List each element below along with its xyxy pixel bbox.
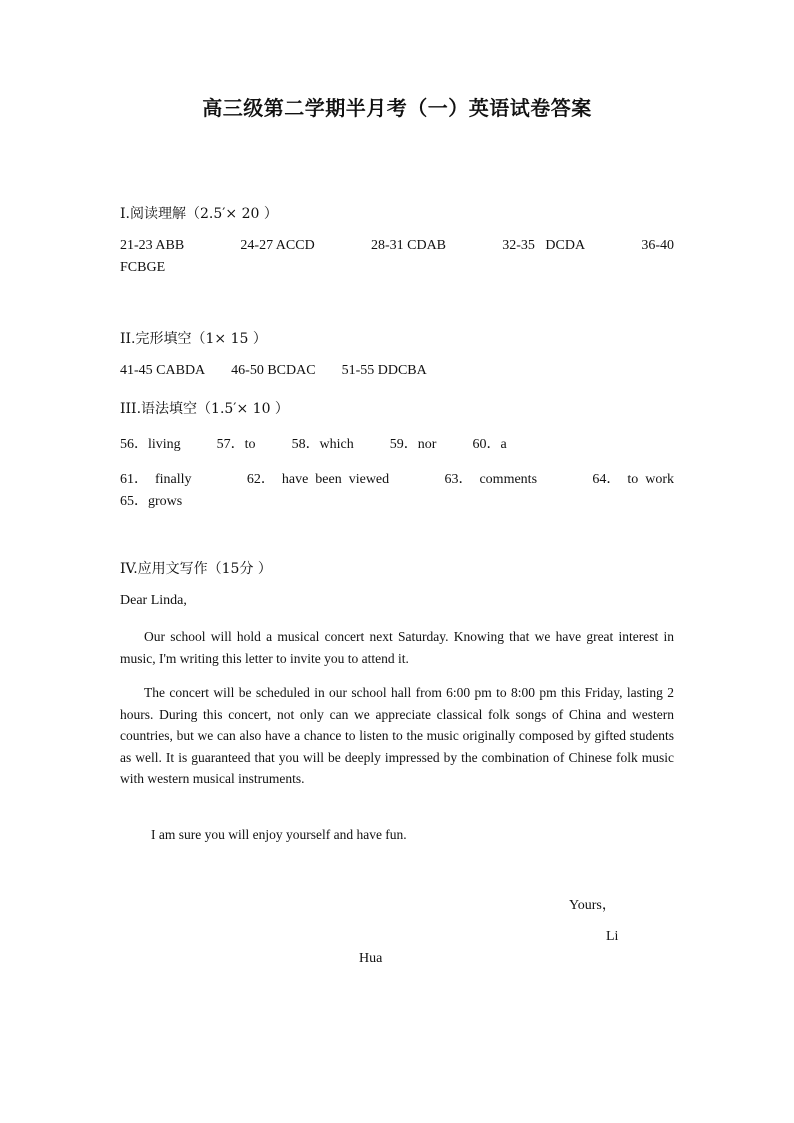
letter-paragraph-1: Our school will hold a musical concert next Saturday. Knowing that we have great interest in music, I'm writing this letter to invite you to attend it. <box>120 629 674 666</box>
section-reading-heading: I.阅读理解（2.5′× 20 ） <box>120 206 278 222</box>
answer-group: 51-55 DDCBA <box>341 363 427 378</box>
grammar-answers-row-1 <box>120 433 507 453</box>
answer-group: 36-40 <box>641 238 674 253</box>
letter-paragraph-2: The concert will be scheduled in our school hall from 6:00 pm to 8:00 pm this Friday, lasting 2 hours. During this concert, not only can we appreciate classical folk songs of China and western countries, but we can also have a chance to listen to the music originally composed by gifted students as well. It is guaranteed that you will be deeply impressed by the combination of Chinese folk music with western musical instruments. <box>120 685 674 786</box>
answer-item: 58．which <box>291 437 354 452</box>
answer-item: 62． have been viewed <box>246 472 390 487</box>
letter-closing: Yours， <box>569 898 616 913</box>
letter-salutation: Dear Linda, <box>120 593 187 608</box>
section-grammar-heading: III.语法填空（1.5′× 10 ） <box>120 401 289 417</box>
answer-group: 32-35 DCDA <box>502 238 586 253</box>
grammar-answers-row-2 <box>120 468 674 488</box>
answer-group: 41-45 CABDA <box>120 363 206 378</box>
signature-first-name: Li <box>606 929 619 944</box>
signature-last-name: Hua <box>359 951 383 966</box>
letter-paragraph-3: I am sure you will enjoy yourself and have fun. <box>151 827 407 842</box>
page-title: 高三级第二学期半月考（一）英语试卷答案 <box>202 96 592 120</box>
answer-group: 28-31 CDAB <box>370 238 447 253</box>
answer-item: 59．nor <box>389 437 437 452</box>
answer-group: 21-23 ABB <box>120 238 185 253</box>
answer-item: 57．to <box>216 437 256 452</box>
answer-group: 46-50 BCDAC <box>231 363 316 378</box>
grammar-answers-row-3: 65．grows <box>120 494 183 509</box>
answer-item: 64． to work <box>592 472 674 487</box>
cloze-answers-row <box>120 363 427 379</box>
answer-group: 24-27 ACCD <box>240 238 315 253</box>
section-cloze-heading: II.完形填空（1× 15 ） <box>120 331 267 347</box>
answer-item: 56．living <box>120 437 181 452</box>
reading-answers-continuation: FCBGE <box>120 260 166 275</box>
section-writing-heading: IV.应用文写作（15分 ） <box>120 561 272 577</box>
reading-answers-row <box>120 238 674 254</box>
answer-item: 63． comments <box>444 472 538 487</box>
answer-item: 61． finally <box>120 472 192 487</box>
answer-item: 60．a <box>472 437 507 452</box>
